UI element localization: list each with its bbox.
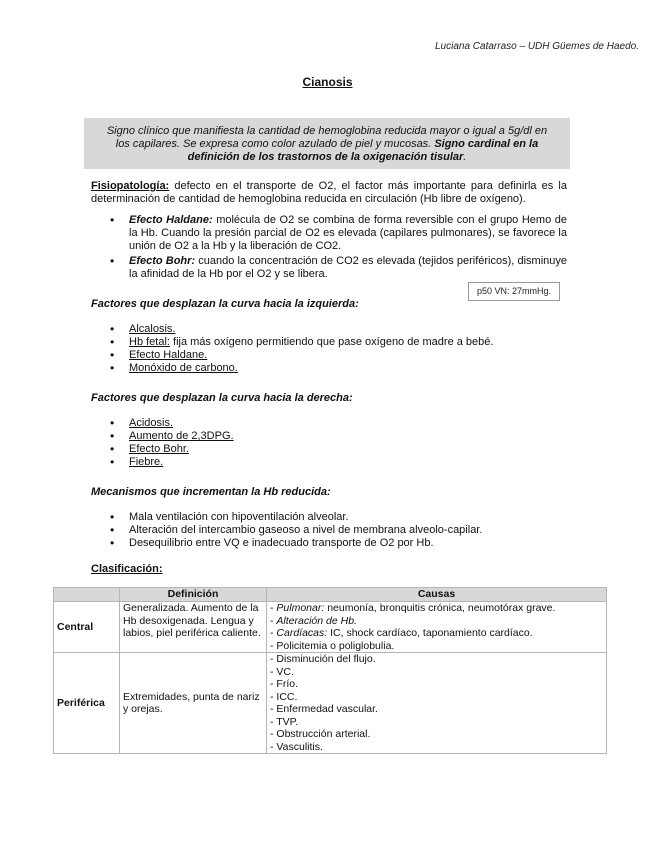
periferica-causes — [267, 653, 607, 754]
list-item: • Efecto Haldane. — [91, 349, 567, 362]
table-header-definition: Definición — [120, 588, 267, 602]
cause-line: - Alteración de Hb. — [270, 614, 357, 627]
right-shift-list — [91, 417, 567, 469]
fisiopatologia-paragraph — [91, 180, 567, 206]
p50-note-box: p50 VN: 27mmHg. — [468, 282, 560, 301]
list-item: • Efecto Haldane: molécula de O2 se combina de forma reversible con el grupo Hemo de la Hb. Cuando la presión parcial de O2 es elevada (capilares pulmonares), se favorece la unión de O2 a la Hb y la liberación de CO2. — [91, 214, 567, 253]
cause-line: - ICC. — [270, 690, 298, 703]
central-causes — [267, 602, 607, 653]
cause-line: - TVP. — [270, 715, 299, 728]
cause-line: - Policitemia o poliglobulia. — [270, 639, 395, 652]
list-item: • Fiebre. — [91, 456, 567, 469]
summary-line-2: los capilares. Se expresa como color azulado de piel y mucosas. Signo cardinal en la — [115, 138, 539, 150]
list-item: • Efecto Bohr. — [91, 443, 567, 456]
fisiopatologia-label: Fisiopatología: — [91, 180, 170, 192]
row-label-periferica: Periférica — [54, 653, 120, 754]
summary-line-1: Signo clínico que manifiesta la cantidad de hemoglobina reducida mayor o igual a 5g/dl en — [106, 125, 548, 137]
right-shift-heading: Factores que desplazan la curva hacia la derecha: — [91, 392, 353, 404]
mechanisms-heading: Mecanismos que incrementan la Hb reducida: — [91, 486, 331, 498]
cause-line: - Pulmonar: neumonía, bronquitis crónica, neumotórax grave. — [270, 602, 556, 614]
summary-line-3: definición de los trastornos de la oxigenación tisular. — [187, 151, 467, 163]
central-definition: Generalizada. Aumento de la Hb desoxigenada. Lengua y labios, piel periférica caliente. — [120, 602, 267, 653]
cause-line: - VC. — [270, 665, 294, 678]
table-header-row — [54, 588, 607, 602]
cause-line: - Vasculitis. — [270, 740, 323, 753]
cause-line: - Enfermedad vascular. — [270, 703, 378, 715]
list-item: • Aumento de 2,3DPG. — [91, 430, 567, 443]
author-header: Luciana Catarraso – UDH Güemes de Haedo. — [435, 41, 639, 52]
left-shift-list — [91, 323, 567, 375]
left-shift-heading: Factores que desplazan la curva hacia la izquierda: — [91, 298, 359, 310]
cause-line: - Cardíacas: IC, shock cardíaco, taponamiento cardíaco. — [270, 627, 533, 639]
classification-table — [53, 587, 607, 754]
effects-list — [91, 214, 567, 283]
summary-box — [84, 118, 570, 169]
mechanisms-list — [91, 511, 567, 550]
list-item: • Acidosis. — [91, 417, 567, 430]
list-item: • Monóxido de carbono. — [91, 362, 567, 375]
cause-line: - Frío. — [270, 678, 298, 690]
list-item: • Desequilibrio entre VQ e inadecuado transporte de O2 por Hb. — [91, 537, 567, 550]
list-item: • Alteración del intercambio gaseoso a nivel de membrana alveolo-capilar. — [91, 524, 567, 537]
table-header-causes: Causas — [267, 588, 607, 602]
list-item: • Mala ventilación con hipoventilación alveolar. — [91, 511, 567, 524]
table-row — [54, 602, 607, 653]
list-item: • Alcalosis. — [91, 323, 567, 336]
periferica-definition: Extremidades, punta de nariz y orejas. — [120, 653, 267, 754]
table-header-blank — [54, 588, 120, 602]
cause-line: - Obstrucción arterial. — [270, 728, 371, 740]
list-item: • Efecto Bohr: cuando la concentración de CO2 es elevada (tejidos periféricos), disminuye la afinidad de la Hb por el O2 y se libera. — [91, 255, 567, 281]
table-row — [54, 653, 607, 754]
row-label-central: Central — [54, 602, 120, 653]
list-item: • Hb fetal: fija más oxígeno permitiendo que pase oxígeno de madre a bebé. — [91, 336, 567, 349]
cause-line: - Disminución del flujo. — [270, 653, 376, 665]
page-title: Cianosis — [302, 75, 353, 89]
fisiopatologia-text: defecto en el transporte de O2, el factor más importante para definirla es la determinación de cantidad de hemoglobina reducida en circulación (Hb libre de oxígeno). — [91, 180, 567, 205]
classification-heading: Clasificación: — [91, 563, 163, 575]
